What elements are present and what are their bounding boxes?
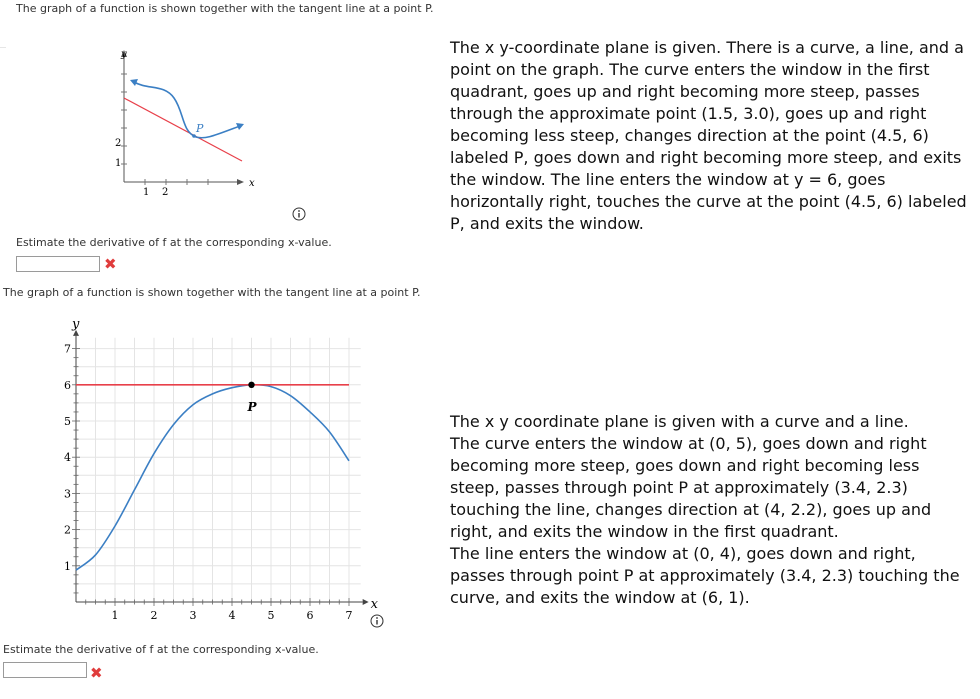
problem1-prompt: The graph of a function is shown together with the tangent line at a point P. [16, 2, 434, 15]
problem1-tangent-line [124, 98, 242, 161]
problem1-y-axis-label: y [121, 49, 127, 60]
problem1-y-tick-1: 1 [115, 158, 122, 169]
y-tick-label: 3 [64, 487, 71, 501]
problem1-description: The x y-coordinate plane is given. There is a curve, a line, and a point on the graph. The curve enters the window in the first quadrant, goes up and right becoming more steep, passes through the approximate point (1.5, 3.0), goes up and right becoming less steep, changes direction at the point (4.5, 6) labeled P, goes down and right becoming more steep, and exits the window. The line enters the window at y = 6, goes horizontally right, touches the curve at the point (4.5, 6) labeled P, and exits the window. [450, 38, 967, 233]
cross-mark-icon: ✖ [90, 664, 103, 682]
problem1-x-tick-2: 2 [162, 187, 169, 198]
y-tick-label: 1 [64, 559, 71, 573]
problem2-point [248, 382, 254, 388]
x-tick-label: 2 [150, 609, 158, 622]
x-axis-arrow [363, 599, 369, 605]
x-tick-label: 6 [306, 609, 314, 622]
problem1-y-tick-2: 2 [115, 138, 122, 149]
problem2-description: The x y coordinate plane is given with a curve and a line. The curve enters the window at (0, 5), goes down and right becoming more steep, goes down and right becoming less steep, passes through point P at approximately (3.4, 2.3) touching the line, changes direction at (4, 2.2), goes up and right, and exits the window in the first quadrant. The line enters the window at (0, 4), goes down and right, passes through point P at approximately (3.4, 2.3) touching the curve, and exits the window at (6, 1). [450, 412, 960, 607]
x-tick-label: 7 [345, 609, 353, 622]
x-tick-label: 3 [189, 609, 197, 622]
problem2-x-axis-label: x [370, 597, 378, 612]
problem1-point-label: P [196, 122, 204, 135]
problem1-curve [134, 82, 240, 138]
problem1-question: Estimate the derivative of f at the corresponding x-value. [16, 236, 332, 249]
problem1-x-tick-1: 1 [143, 187, 150, 198]
problem2-y-axis-label: y [72, 317, 80, 332]
problem2-question: Estimate the derivative of f at the corresponding x-value. [3, 643, 319, 656]
problem2-point-label: P [247, 399, 257, 414]
y-tick-label: 5 [64, 415, 71, 428]
problem1-x-axis-label: x [249, 178, 255, 189]
problem1-divider [0, 47, 6, 48]
y-tick-label: 6 [64, 378, 71, 392]
problem2-prompt: The graph of a function is shown together with the tangent line at a point P. [3, 286, 421, 299]
y-tick-label: 7 [64, 342, 71, 356]
info-icon[interactable] [292, 207, 306, 221]
problem1-answer-input[interactable] [16, 256, 100, 272]
y-tick-label: 2 [64, 523, 71, 537]
problem1-graph [100, 48, 280, 198]
x-tick-label: 1 [111, 609, 119, 622]
problem2-graph [40, 310, 440, 630]
x-tick-label: 4 [228, 609, 236, 622]
info-icon[interactable] [370, 614, 384, 628]
problem2-answer-input[interactable] [3, 662, 87, 678]
x-tick-label: 5 [267, 609, 275, 622]
cross-mark-icon: ✖ [104, 255, 117, 273]
y-tick-label: 4 [64, 451, 71, 465]
